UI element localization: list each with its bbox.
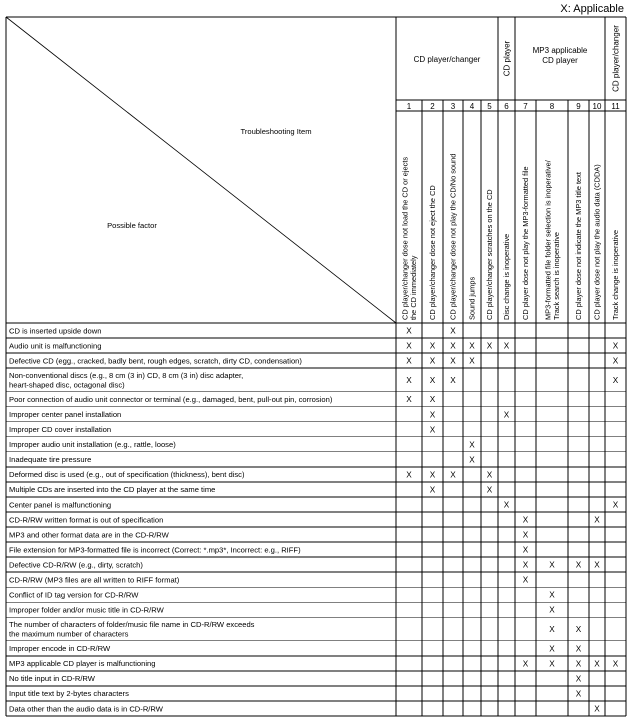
applicable-mark: X: [575, 560, 582, 570]
item-number: 3: [450, 102, 456, 111]
applicable-mark: X: [450, 356, 456, 366]
possible-factor-text: Improper folder and/or music title in CD-R/RW: [9, 605, 164, 615]
item-number: 1: [406, 102, 412, 111]
applicable-mark: X: [486, 341, 493, 351]
possible-factor-text: Input title text by 2-bytes characters: [9, 689, 129, 699]
possible-factor-text: Inadequate tire pressure: [9, 455, 92, 465]
applicable-mark: X: [469, 455, 475, 465]
troubleshooting-item-text: CD player/changer dose not play the CD/No sound: [448, 153, 458, 320]
applicable-mark: X: [469, 356, 475, 366]
applicable-mark: X: [575, 644, 582, 654]
category-label: CD player/changer: [413, 55, 481, 64]
applicable-mark: X: [406, 341, 412, 351]
possible-factor-text: File extension for MP3-formatted file is incorrect (Correct: *.mp3*, Incorrect: e.g., RIFF): [9, 545, 301, 555]
applicable-mark: X: [612, 500, 619, 510]
applicable-mark: X: [450, 341, 456, 351]
applicable-mark: X: [429, 410, 436, 420]
possible-factor-text: The number of characters of folder/music file name in CD-R/RW exceeds: [9, 620, 255, 630]
applicable-mark: X: [549, 590, 555, 600]
applicable-mark: X: [429, 375, 436, 385]
applicable-mark: X: [522, 530, 529, 540]
applicable-mark: X: [469, 440, 475, 450]
troubleshooting-item-heading: Troubleshooting Item: [240, 127, 312, 136]
applicable-mark: X: [575, 674, 582, 684]
applicable-mark: X: [522, 575, 529, 585]
category-label: CD player/changer: [611, 25, 621, 92]
possible-factor-heading: Possible factor: [107, 221, 157, 230]
troubleshooting-item-text: CD player/changer dose not load the CD or ejects: [400, 156, 410, 320]
applicable-mark: X: [549, 659, 555, 669]
item-number: 8: [549, 102, 555, 111]
applicable-mark: X: [469, 341, 475, 351]
applicable-mark: X: [549, 625, 555, 635]
troubleshooting-item-text: Track search is inoperative: [552, 231, 561, 320]
possible-factor-text: CD is inserted upside down: [9, 326, 102, 336]
troubleshooting-item-text: Disc change is inoperative: [502, 233, 512, 320]
possible-factor-text: CD-R/RW (MP3 files are all written to RIFF format): [9, 575, 180, 585]
category-label: MP3 applicable: [532, 46, 588, 55]
applicable-mark: X: [594, 659, 600, 669]
possible-factor-text: Center panel is malfunctioning: [9, 500, 112, 510]
applicable-mark: X: [429, 470, 436, 480]
possible-factor-text: Data other than the audio data is in CD-R/RW: [9, 704, 163, 714]
item-number: 10: [592, 102, 602, 111]
applicable-mark: X: [522, 545, 529, 555]
item-number: 11: [611, 102, 620, 111]
applicable-mark: X: [486, 470, 493, 480]
item-number: 4: [469, 102, 475, 111]
item-number: 2: [430, 102, 435, 111]
applicable-mark: X: [406, 375, 412, 385]
possible-factor-text: Defective CD (egg., cracked, badly bent, rough edges, scratch, dirty CD, condensation): [9, 356, 302, 366]
item-number: 9: [576, 102, 581, 111]
possible-factor-text: Defective CD-R/RW (e.g., dirty, scratch): [9, 560, 143, 570]
troubleshooting-item-text: CD player/changer scratches on the CD: [485, 189, 495, 320]
applicable-mark: X: [429, 341, 436, 351]
possible-factor-text: CD-R/RW written format is out of specification: [9, 515, 164, 525]
applicable-mark: X: [549, 605, 555, 615]
troubleshooting-item-text: Sound jumps: [467, 276, 477, 320]
applicable-mark: X: [429, 356, 436, 366]
applicable-mark: X: [549, 644, 555, 654]
item-number: 7: [523, 102, 528, 111]
applicable-mark: X: [549, 560, 555, 570]
category-label: CD player: [502, 40, 512, 77]
applicable-mark: X: [522, 560, 529, 570]
applicable-mark: X: [575, 659, 582, 669]
applicable-mark: X: [612, 659, 619, 669]
possible-factor-text: Audio unit is malfunctioning: [9, 341, 102, 351]
possible-factor-text: Improper center panel installation: [9, 410, 122, 420]
troubleshooting-item-text: CD player/changer dose not eject the CD: [428, 185, 438, 320]
applicable-mark: X: [429, 395, 436, 405]
possible-factor-text: the maximum number of characters: [9, 629, 129, 639]
troubleshooting-item-text: CD player dose not play the audio data (CDDA): [592, 164, 602, 320]
corner-diagonal-line: [6, 17, 396, 323]
possible-factor-text: Improper audio unit installation (e.g., rattle, loose): [9, 440, 176, 450]
applicable-mark: X: [522, 659, 529, 669]
applicable-mark: X: [575, 689, 582, 699]
applicable-mark: X: [503, 341, 510, 351]
possible-factor-text: MP3 and other format data are in the CD-R/RW: [9, 530, 169, 540]
applicable-mark: X: [594, 515, 600, 525]
applicable-mark: X: [450, 375, 456, 385]
troubleshooting-item-text: the CD immediately: [409, 255, 418, 320]
applicable-mark: X: [406, 326, 412, 336]
applicable-mark: X: [450, 326, 456, 336]
category-label: CD player: [542, 56, 578, 65]
troubleshooting-item-text: MP3-formatted file folder selection is inoperative/: [543, 160, 553, 320]
applicable-mark: X: [406, 395, 412, 405]
applicable-mark: X: [612, 341, 619, 351]
applicable-mark: X: [486, 485, 493, 495]
applicable-legend: X: Applicable: [560, 3, 624, 15]
possible-factor-text: No title input in CD-R/RW: [9, 674, 95, 684]
applicable-mark: X: [503, 410, 510, 420]
applicable-mark: X: [612, 356, 619, 366]
applicable-mark: X: [575, 625, 582, 635]
applicable-mark: X: [429, 485, 436, 495]
possible-factor-text: Improper encode in CD-R/RW: [9, 644, 111, 654]
applicable-mark: X: [594, 704, 600, 714]
applicable-mark: X: [429, 425, 436, 435]
possible-factor-text: Deformed disc is used (e.g., out of specification (thickness), bent disc): [9, 470, 245, 480]
possible-factor-text: MP3 applicable CD player is malfunctioning: [9, 659, 156, 669]
possible-factor-text: Non-conventional discs (e.g., 8 cm (3 in) CD, 8 cm (3 in) disc adapter,: [9, 370, 244, 380]
applicable-mark: X: [594, 560, 600, 570]
possible-factor-text: Conflict of ID tag version for CD-R/RW: [9, 590, 139, 600]
applicable-mark: X: [406, 470, 412, 480]
troubleshooting-item-text: Track change is inoperative: [611, 229, 621, 320]
item-number: 5: [487, 102, 492, 111]
applicable-mark: X: [450, 470, 456, 480]
applicable-mark: X: [612, 375, 619, 385]
possible-factor-text: Multiple CDs are inserted into the CD player at the same time: [9, 485, 216, 495]
applicable-mark: X: [406, 356, 412, 366]
troubleshooting-item-text: CD player dose not indicate the MP3 title text: [574, 172, 584, 320]
item-number: 6: [504, 102, 509, 111]
applicable-mark: X: [522, 515, 529, 525]
possible-factor-text: heart-shaped disc, octagonal disc): [9, 380, 125, 390]
applicable-mark: X: [503, 500, 510, 510]
troubleshooting-item-text: CD player dose not play the MP3-formatted file: [521, 166, 531, 320]
possible-factor-text: Poor connection of audio unit connector or terminal (e.g., damaged, bent, pull-out pin, corrosion): [9, 395, 333, 405]
possible-factor-text: Improper CD cover installation: [9, 425, 112, 435]
